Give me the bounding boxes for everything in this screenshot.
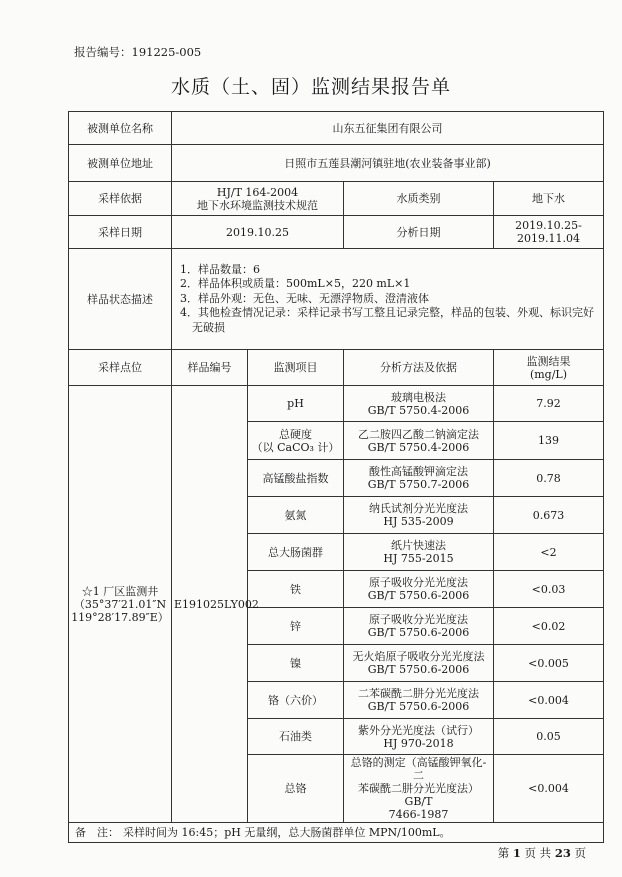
result-cell: 0.05: [494, 719, 604, 755]
result-cell: <0.004: [494, 682, 604, 719]
sampling-point: [69, 386, 172, 823]
item-qualifier: （以 CaCO₃ 计）: [251, 440, 340, 454]
remarks-row: [69, 823, 604, 843]
result-cell: 0.673: [494, 497, 604, 534]
info-row-sample-state: [69, 249, 604, 350]
method-standard: GB/T 5750.6-2006: [367, 663, 470, 676]
item-cell: 总大肠菌群: [248, 534, 344, 571]
method-name: 玻璃电极法: [391, 390, 446, 404]
sample-number: E191025LY002: [172, 386, 248, 823]
table-row: [69, 386, 604, 422]
method-name: 纳氏试剂分光光度法: [369, 502, 468, 515]
sampling-point-lon: 119°28′17.89″E）: [71, 610, 169, 624]
basis-value-line-2: 地下水环境监测技术规范: [197, 198, 318, 212]
header-result-line-1: 监测结果: [526, 354, 571, 368]
method-cell: [344, 645, 494, 682]
method-name: 总铬的测定（高锰酸钾氧化-二: [350, 756, 487, 782]
page-mid: 页 共: [524, 846, 552, 860]
method-standard-code: 7466-1987: [388, 808, 449, 821]
item-cell: 石油类: [248, 719, 344, 755]
method-name: 紫外分光光度法（试行）: [358, 723, 479, 737]
method-name: 原子吸收分光光度法: [369, 576, 468, 589]
method-standard: GB/T 5750.4-2006: [367, 403, 470, 417]
item-cell: 铬（六价）: [248, 682, 344, 719]
basis-label: 采样依据: [69, 182, 172, 216]
note-line-1: 1．样品数量：6: [180, 262, 260, 276]
analysis-date-label: 分析日期: [344, 216, 494, 249]
sample-state-notes: [172, 249, 604, 350]
method-standard: GB/T 5750.7-2006: [367, 478, 470, 491]
page-title: 水质（土、固）监测结果报告单: [170, 76, 451, 98]
method-cell: [344, 460, 494, 497]
note-line-2: 2．样品体积或质量：500mL×5，220 mL×1: [180, 277, 411, 291]
method-standard: GB/T 5750.6-2006: [367, 626, 470, 639]
water-type-value: 地下水: [494, 182, 604, 216]
sample-date-label: 采样日期: [69, 216, 172, 249]
remarks-label: 备 注：: [75, 826, 119, 839]
result-cell: <0.02: [494, 608, 604, 645]
unit-label: 被测单位名称: [69, 112, 172, 145]
method-name: 二苯碳酰二肼分光光度法: [358, 687, 479, 700]
method-standard: HJ 970-2018: [383, 736, 454, 750]
address-label: 被测单位地址: [69, 145, 172, 182]
item-cell: 锌: [248, 608, 344, 645]
item-cell: 镍: [248, 645, 344, 682]
sampling-point-lat: （35°37′21.01″N: [73, 597, 167, 611]
basis-value: [172, 182, 344, 216]
note-line-3: 3．样品外观：无色、无味、无漂浮物质、澄清液体: [180, 291, 429, 305]
method-cell: [344, 497, 494, 534]
page-prefix: 第: [497, 846, 510, 860]
method-cell: [344, 608, 494, 645]
item-cell: pH: [248, 386, 344, 422]
water-type-label: 水质类别: [344, 182, 494, 216]
header-result: [494, 350, 604, 386]
item-cell: 氨氮: [248, 497, 344, 534]
result-cell: <2: [494, 534, 604, 571]
report-number-value: 191225-005: [131, 45, 202, 59]
method-cell: [344, 534, 494, 571]
method-name: 纸片快速法: [391, 539, 446, 552]
method-standard: GB/T 5750.4-2006: [367, 440, 470, 454]
header-sample-no: 样品编号: [172, 350, 248, 386]
method-name: 乙二胺四乙酸二钠滴定法: [358, 427, 479, 441]
result-cell: 139: [494, 422, 604, 460]
method-cell: [344, 571, 494, 608]
item-cell: 总铬: [248, 755, 344, 823]
result-cell: 7.92: [494, 386, 604, 422]
method-name: 无火焰原子吸收分光光度法: [352, 650, 485, 663]
results-header-row: [69, 350, 604, 386]
item-name: 总硬度: [279, 427, 312, 441]
header-point: 采样点位: [69, 350, 172, 386]
remarks-text: 采样时间为 16:45；pH 无量纲，总大肠菌群单位 MPN/100mL。: [123, 826, 451, 839]
result-cell: <0.005: [494, 645, 604, 682]
method-cell: [344, 682, 494, 719]
result-cell: <0.004: [494, 755, 604, 823]
method-standard: HJ 535-2009: [383, 515, 454, 528]
sample-date-value: 2019.10.25: [172, 216, 344, 249]
result-cell: 0.78: [494, 460, 604, 497]
sample-state-label: 样品状态描述: [69, 249, 172, 350]
method-cell: [344, 719, 494, 755]
info-row-unit: [69, 112, 604, 145]
page-number: [498, 845, 586, 861]
method-cell: [344, 422, 494, 460]
method-standard: GB/T 5750.6-2006: [367, 700, 470, 713]
sampling-point-name: ☆1 厂区监测井: [81, 584, 159, 598]
method-standard: GB/T 5750.6-2006: [367, 589, 470, 602]
note-line-4: 4．其他检查情况记录：采样记录书写工整且记录完整，样品的包装、外观、标识完好: [180, 306, 594, 320]
address-value: 日照市五莲县潮河镇驻地(农业装备事业部): [172, 145, 604, 182]
header-item: 监测项目: [248, 350, 344, 386]
remarks-cell: [69, 823, 604, 843]
analysis-date-value: 2019.10.25-2019.11.04: [494, 216, 604, 249]
header-method: 分析方法及依据: [344, 350, 494, 386]
method-cell: [344, 755, 494, 823]
page-total: 23: [554, 846, 571, 860]
method-standard: 苯碳酰二肼分光光度法）GB/T: [358, 782, 479, 808]
basis-value-line-1: HJ/T 164-2004: [216, 185, 299, 199]
report-table: [68, 111, 604, 843]
header-result-line-2: (mg/L): [529, 367, 568, 381]
info-row-basis: [69, 182, 604, 216]
item-cell: [248, 422, 344, 460]
result-cell: <0.03: [494, 571, 604, 608]
page-suffix: 页: [574, 846, 586, 860]
item-cell: 铁: [248, 571, 344, 608]
report-number: [74, 44, 201, 60]
info-row-dates: [69, 216, 604, 249]
unit-value: 山东五征集团有限公司: [172, 112, 604, 145]
method-cell: [344, 386, 494, 422]
method-name: 酸性高锰酸钾滴定法: [369, 465, 468, 478]
method-standard: HJ 755-2015: [383, 552, 454, 565]
method-name: 原子吸收分光光度法: [369, 613, 468, 626]
page-current: 1: [512, 846, 521, 860]
item-cell: 高锰酸盐指数: [248, 460, 344, 497]
report-number-label: 报告编号：: [74, 45, 132, 59]
info-row-address: [69, 145, 604, 182]
note-line-5: 无破损: [192, 320, 225, 334]
